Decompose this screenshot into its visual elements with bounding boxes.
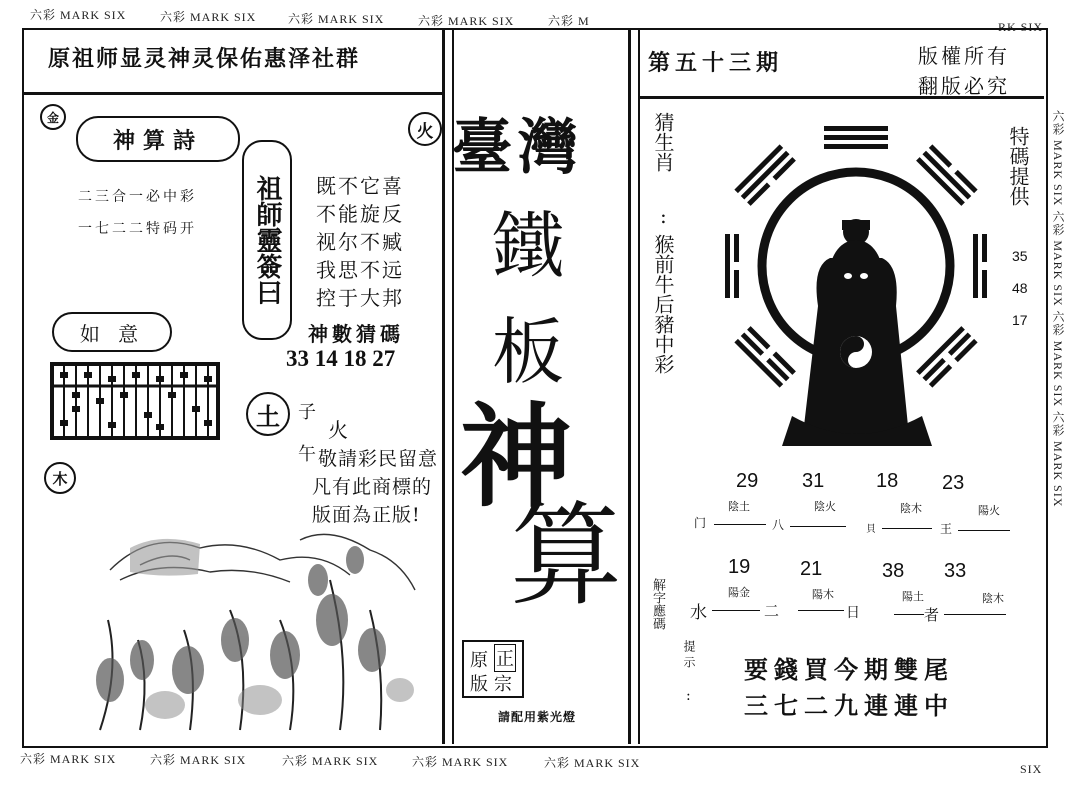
- title-taiwan: 臺灣: [452, 113, 584, 183]
- huo-char: 火: [328, 418, 348, 442]
- element-tag: 陰土: [728, 500, 750, 513]
- stamp-char: 正: [494, 644, 516, 672]
- guess-title: 神數猜碼: [308, 322, 404, 346]
- blank-line: [882, 528, 932, 529]
- decode-char: 王: [940, 522, 953, 536]
- guess-numbers: 33 14 18 27: [286, 346, 396, 371]
- tip-label: 提示: [682, 640, 696, 672]
- watermark-text: 六彩 MARK SIX: [288, 12, 385, 26]
- special-code-label: 特碼提供: [1006, 126, 1030, 206]
- watermark-side: 六彩 MARK SIX 六彩 MARK SIX 六彩 MARK SIX 六彩 MARK SIX: [1051, 110, 1065, 508]
- element-tag: 陰木: [900, 502, 922, 515]
- row-number: 33: [944, 560, 967, 582]
- blank-line: [712, 610, 760, 611]
- title-suan: 算: [510, 491, 622, 621]
- blank-line: [798, 610, 844, 611]
- watermark-text: 六彩 MARK SIX: [30, 8, 127, 22]
- notice-line: 凡有此商標的: [312, 476, 433, 498]
- watermark-text: 六彩 MARK SIX: [160, 10, 257, 24]
- stamp-char: 原: [470, 650, 488, 671]
- decode-char: 者: [924, 606, 940, 624]
- row-number: 23: [942, 472, 965, 494]
- element-tag: 陽金: [728, 586, 750, 599]
- element-tag: 陽木: [812, 588, 834, 601]
- hint-line: 一七二二特码开: [78, 221, 197, 237]
- uv-light-note: 請配用紫光燈: [498, 710, 577, 724]
- watermark-text: 六彩 MARK SIX: [412, 755, 509, 769]
- decode-char: 日: [846, 605, 860, 621]
- bagua-deity-image: [722, 116, 990, 460]
- row-number: 38: [882, 560, 905, 582]
- zodiac-colon: :: [660, 204, 667, 228]
- poem-line: 不能旋反: [316, 202, 404, 226]
- issue-number: 第五十三期: [648, 50, 784, 76]
- tip-line: 三七二九連連中: [744, 691, 954, 720]
- watermark-text: 六彩 MARK SIX: [20, 752, 117, 766]
- zodiac-label: 猜生肖: [651, 112, 675, 172]
- hint-line: 二三合一必中彩: [78, 189, 197, 205]
- copyright-line: 翻版必究: [918, 74, 1010, 98]
- element-tag: 陰木: [982, 592, 1004, 605]
- element-metal-badge: 金: [40, 104, 66, 130]
- authentic-stamp: [462, 640, 524, 698]
- watermark-text: 六彩 M: [548, 14, 590, 28]
- decode-char: 门: [694, 516, 707, 530]
- poem-line: 视尔不臧: [316, 230, 404, 254]
- poem-line: 我思不远: [316, 258, 404, 282]
- poem-line: 控于大邦: [316, 286, 404, 310]
- tip-colon: :: [686, 688, 691, 704]
- wu-char: 午: [298, 444, 316, 465]
- watermark-text: RK SIX: [998, 20, 1044, 34]
- decode-label: 解字應碼: [650, 578, 665, 630]
- element-fire-badge: 火: [408, 112, 442, 146]
- poem-line: 既不它喜: [316, 174, 404, 198]
- ruyi-label: 如 意: [52, 312, 172, 352]
- deity-figure: [782, 219, 932, 446]
- element-tag: 陰火: [814, 500, 836, 513]
- copyright-line: 版權所有: [918, 44, 1010, 68]
- landscape-illustration: [80, 520, 420, 738]
- row-number: 29: [736, 470, 759, 492]
- divider: [442, 30, 445, 744]
- watermark-text: 六彩 MARK SIX: [544, 756, 641, 770]
- tip-line: 要錢買今期雙尾: [744, 655, 954, 684]
- special-number: 35: [1012, 248, 1028, 264]
- watermark-text: SIX: [1020, 762, 1043, 776]
- title-shen: 神: [460, 392, 572, 523]
- element-tag: 陽火: [978, 504, 1000, 517]
- decode-char: 貝: [866, 524, 876, 535]
- notice-line: 版面為正版!: [312, 504, 421, 526]
- zodiac-prediction: 猴前牛后豬中彩: [651, 234, 675, 374]
- decode-char: 二: [764, 602, 780, 620]
- row-number: 19: [728, 556, 751, 578]
- stamp-char: 版: [470, 674, 488, 695]
- watermark-text: 六彩 MARK SIX: [418, 14, 515, 28]
- divider: [638, 30, 640, 744]
- notice-line: 敬請彩民留意: [318, 448, 439, 470]
- row-number: 18: [876, 470, 899, 492]
- abacus-icon: [50, 362, 220, 440]
- divider: [628, 30, 631, 744]
- stamp-char: 宗: [494, 674, 512, 695]
- title-tie: 鐵: [492, 204, 565, 288]
- watermark-text: 六彩 MARK SIX: [150, 753, 247, 767]
- title-ban: 板: [492, 310, 565, 394]
- row-number: 21: [800, 558, 823, 580]
- left-header: 原祖师显灵神灵保佑惠泽社群: [48, 46, 361, 72]
- poem-title: 神算詩: [76, 116, 240, 162]
- row-number: 31: [802, 470, 825, 492]
- element-tag: 陽土: [902, 590, 924, 603]
- special-number: 17: [1012, 312, 1028, 328]
- zi-char: 子: [298, 402, 316, 423]
- blank-line: [790, 526, 846, 527]
- blank-line: [714, 524, 766, 525]
- blank-line: [894, 614, 924, 615]
- special-number: 48: [1012, 280, 1028, 296]
- watermark-text: 六彩 MARK SIX: [282, 754, 379, 768]
- element-wood-badge: 木: [44, 462, 76, 494]
- blank-line: [944, 614, 1006, 615]
- divider: [22, 92, 442, 95]
- oracle-label: 祖師靈簽曰: [242, 140, 292, 340]
- decode-char: 水: [690, 603, 707, 623]
- element-earth-badge: 土: [246, 392, 290, 436]
- blank-line: [958, 530, 1010, 531]
- decode-char: 八: [772, 518, 785, 532]
